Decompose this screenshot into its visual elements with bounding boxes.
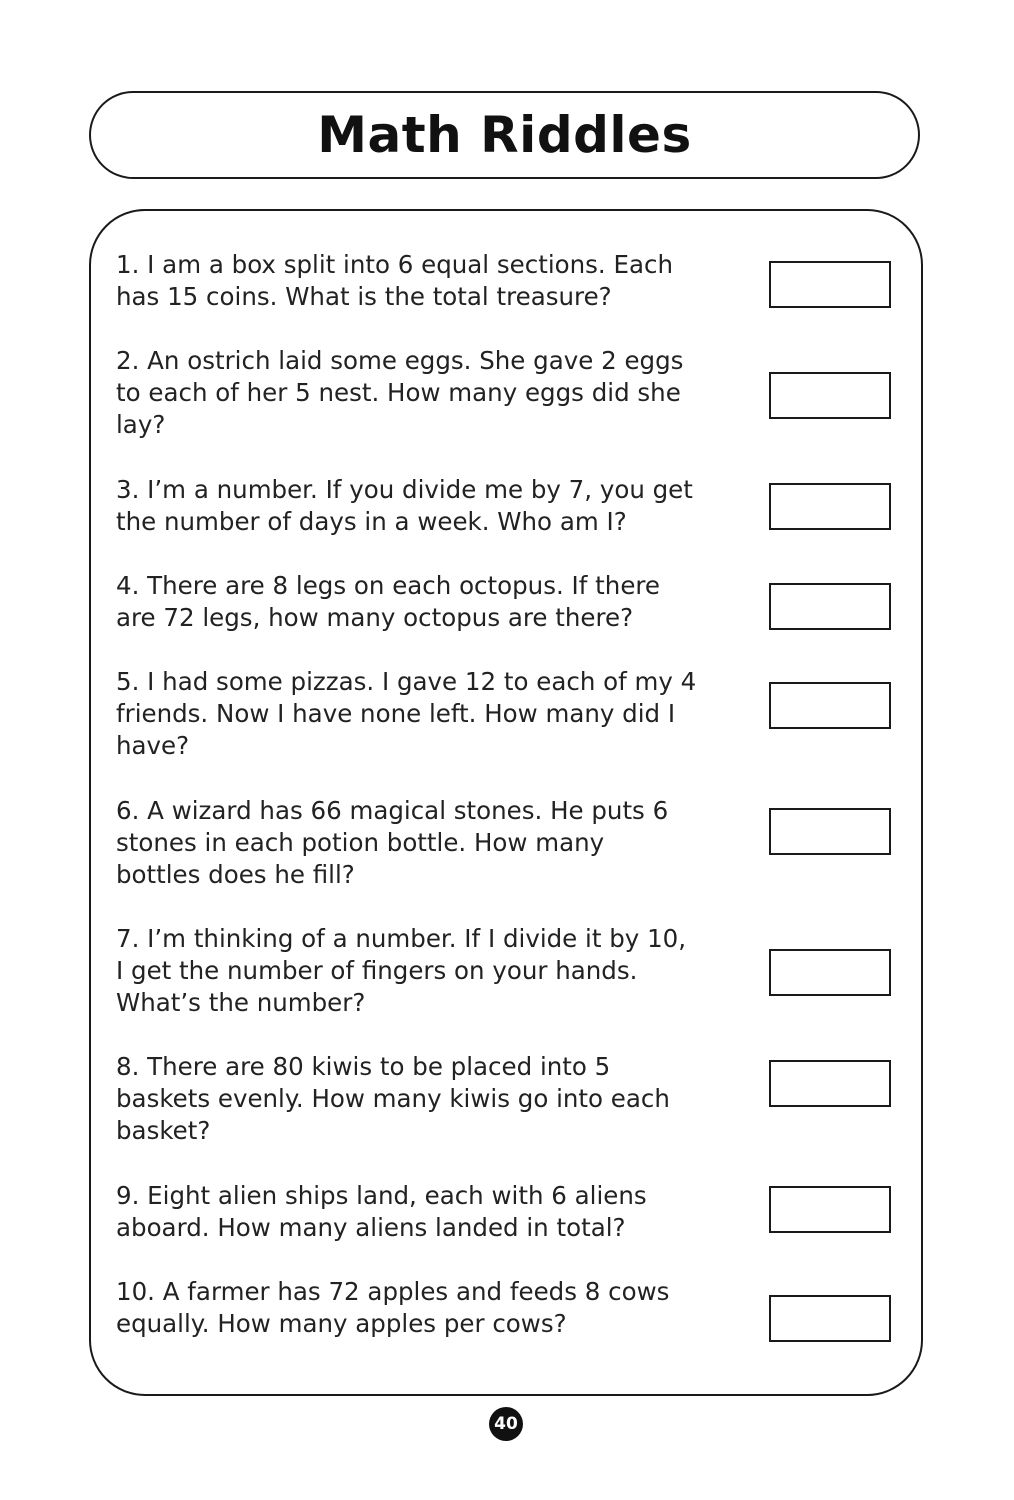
answer-box-2[interactable]: [769, 372, 891, 419]
riddle-7: 7. I’m thinking of a number. If I divide it by 10, I get the number of fingers on your hands. What’s the number?: [116, 924, 687, 1017]
riddle-6: 6. A wizard has 66 magical stones. He puts 6 stones in each potion bottle. How many bottles does he fill?: [116, 796, 669, 889]
answer-box-3[interactable]: [769, 483, 891, 530]
answer-box-5[interactable]: [769, 682, 891, 729]
answer-box-9[interactable]: [769, 1186, 891, 1233]
riddle-4: 4. There are 8 legs on each octopus. If there are 72 legs, how many octopus are there?: [116, 571, 661, 632]
answer-box-4[interactable]: [769, 583, 891, 630]
riddle-5: 5. I had some pizzas. I gave 12 to each of my 4 friends. Now I have none left. How many did I have?: [116, 667, 697, 760]
riddle-2: 2. An ostrich laid some eggs. She gave 2 eggs to each of her 5 nest. How many eggs did she lay?: [116, 346, 684, 439]
answer-box-7[interactable]: [769, 949, 891, 996]
riddle-1: 1. I am a box split into 6 equal sections. Each has 15 coins. What is the total treasure?: [116, 250, 673, 311]
answer-box-6[interactable]: [769, 808, 891, 855]
page-title: Math Riddles: [317, 106, 692, 164]
answer-box-8[interactable]: [769, 1060, 891, 1107]
answer-box-10[interactable]: [769, 1295, 891, 1342]
riddle-9: 9. Eight alien ships land, each with 6 aliens aboard. How many aliens landed in total?: [116, 1181, 647, 1242]
title-banner: [89, 91, 920, 179]
answer-box-1[interactable]: [769, 261, 891, 308]
riddle-10: 10. A farmer has 72 apples and feeds 8 cows equally. How many apples per cows?: [116, 1277, 670, 1338]
riddle-8: 8. There are 80 kiwis to be placed into 5 baskets evenly. How many kiwis go into each basket?: [116, 1052, 670, 1145]
page-number-badge: 40: [489, 1407, 523, 1441]
riddle-3: 3. I’m a number. If you divide me by 7, you get the number of days in a week. Who am I?: [116, 475, 693, 536]
